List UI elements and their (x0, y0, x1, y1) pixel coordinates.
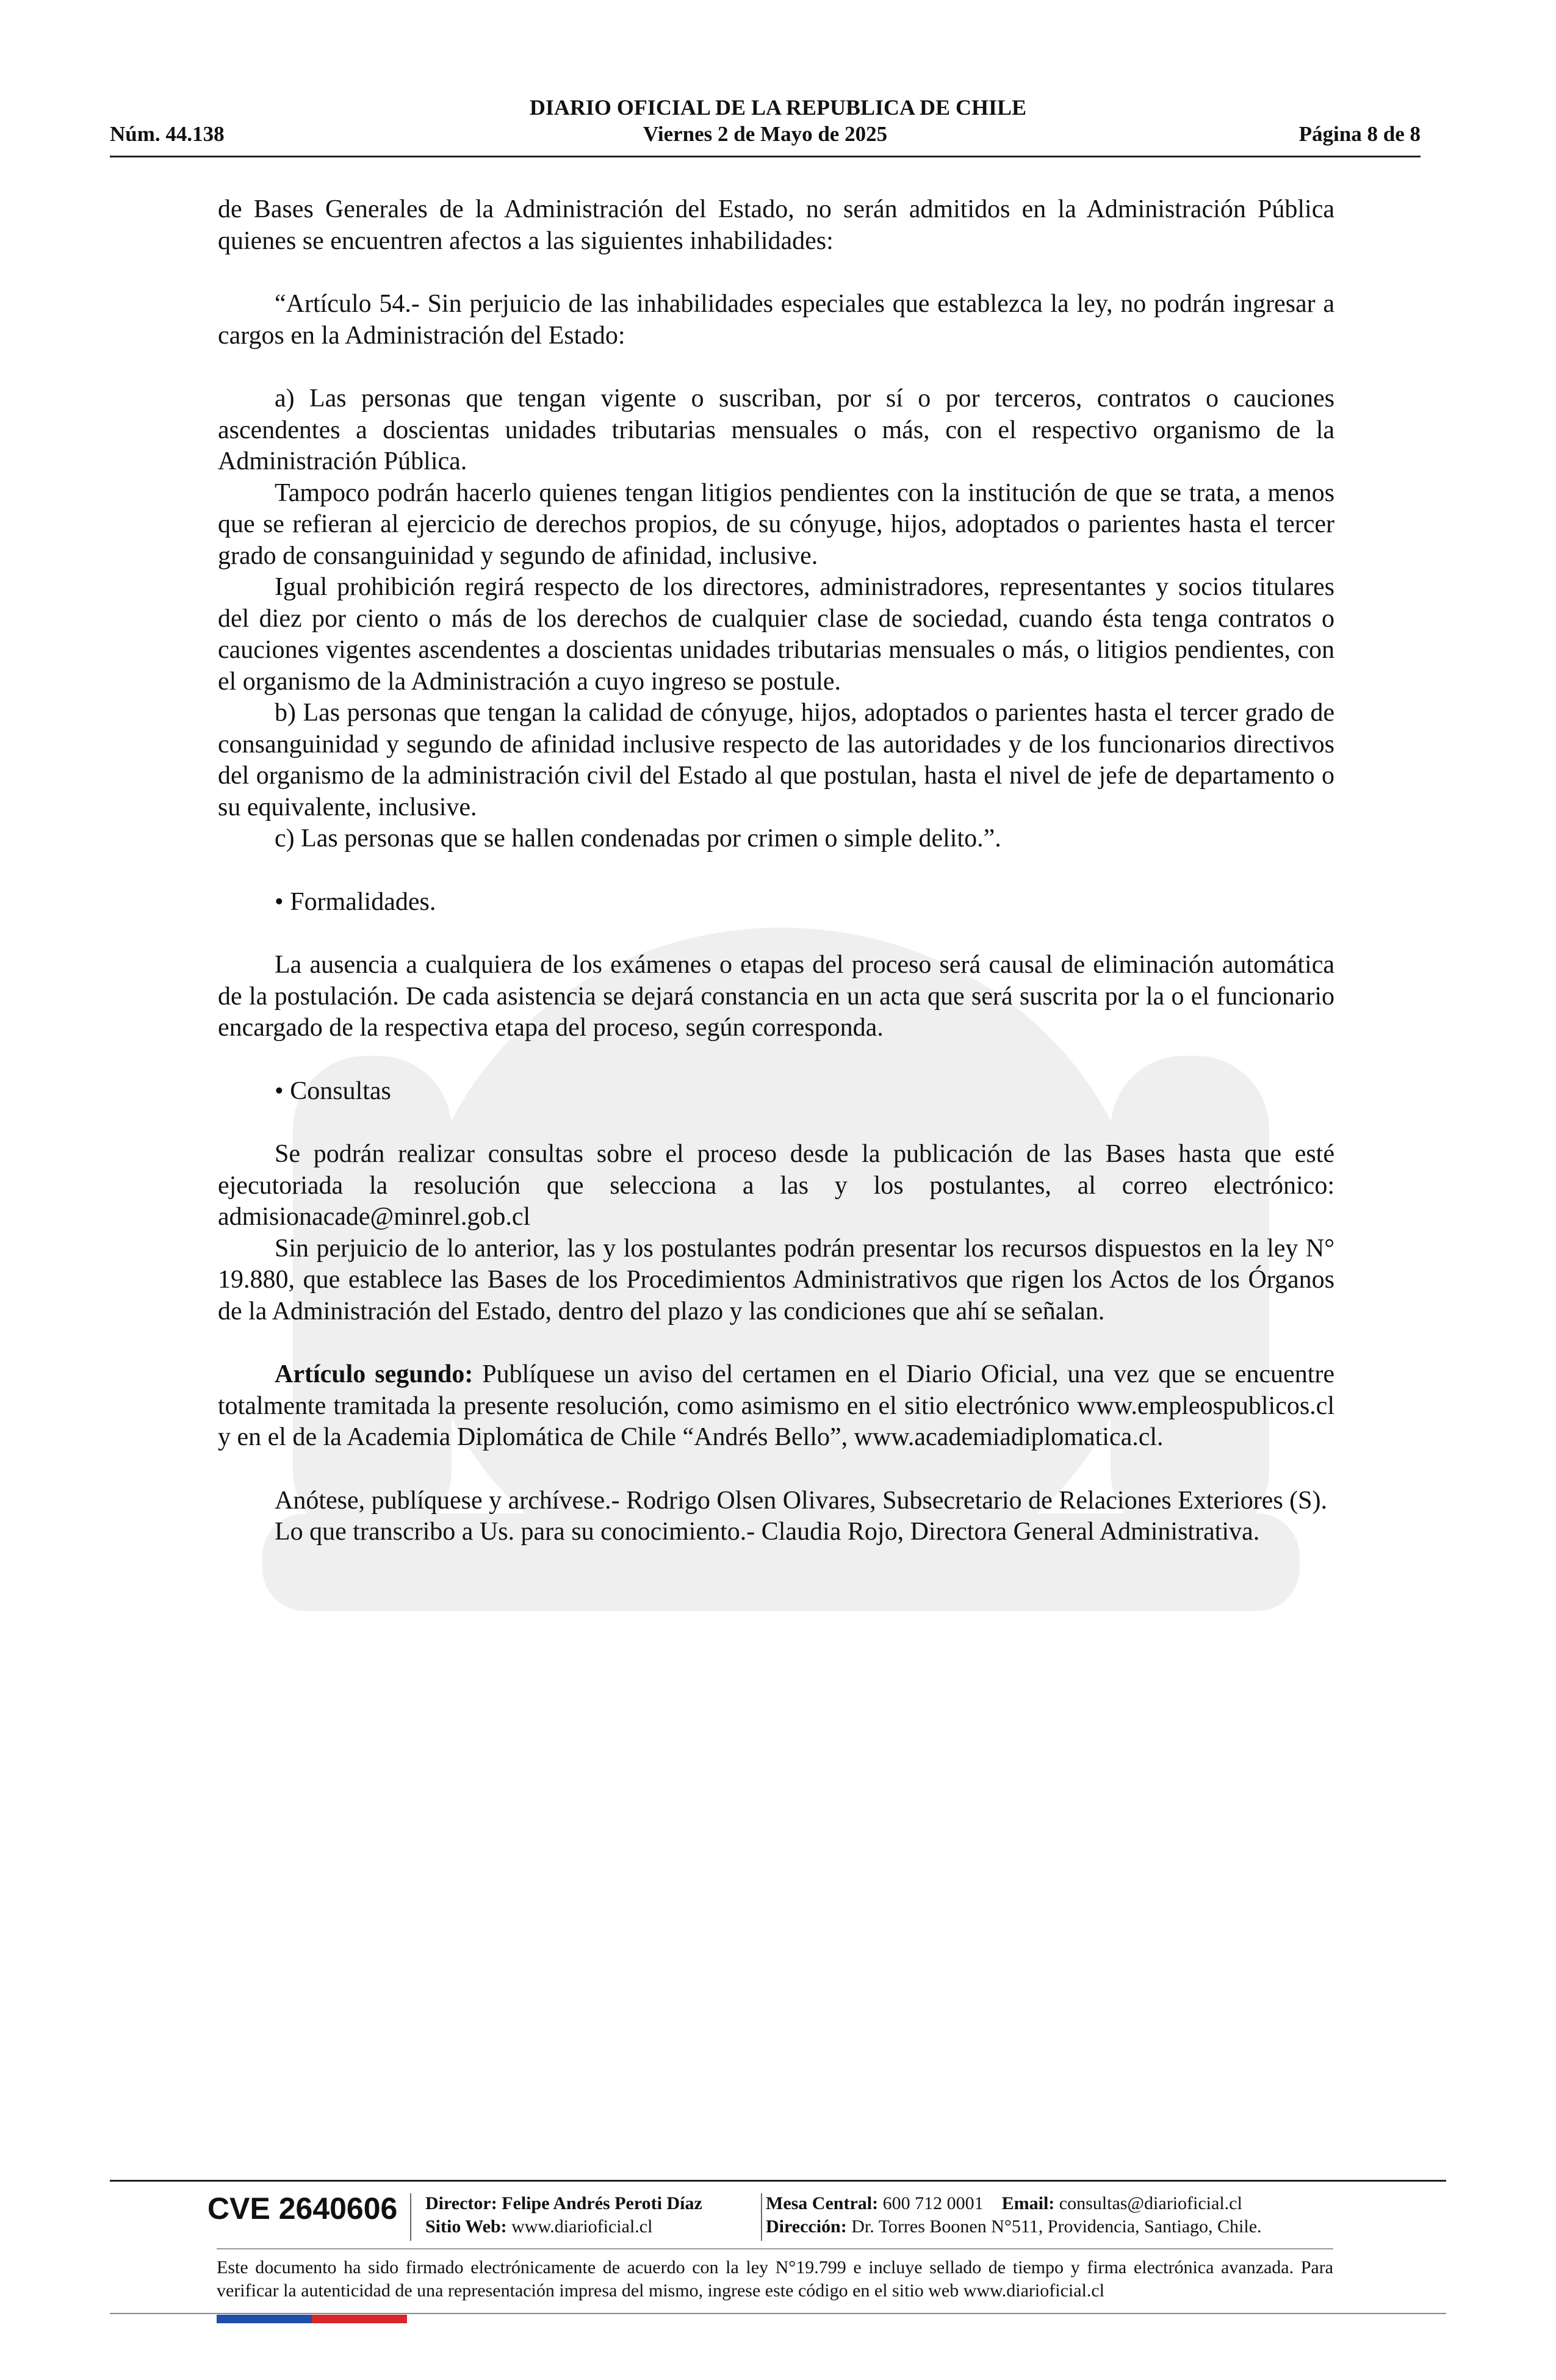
issue-date: Viernes 2 de Mayo de 2025 (643, 122, 888, 146)
phone-label: Mesa Central: (766, 2193, 879, 2213)
paragraph: de Bases Generales de la Administración del Estado, no serán admitidos en la Administración Pública quienes se encuentren afectos a las siguientes inhabilidades: (218, 195, 1334, 255)
paragraph: Anótese, publíquese y archívese.- Rodrigo Olsen Olivares, Subsecretario de Relaciones Exteriores (S). (275, 1486, 1327, 1515)
email-link[interactable]: consultas@diarioficial.cl (1059, 2193, 1242, 2213)
header-divider (110, 156, 1421, 157)
document-body (218, 194, 1334, 1548)
phone-number: 600 712 0001 (882, 2193, 984, 2213)
footer-divider (110, 2180, 1446, 2182)
cve-code: CVE 2640606 (207, 2191, 398, 2226)
footer-contact-block (766, 2192, 1262, 2238)
footer-bottom-divider (110, 2313, 1446, 2314)
newspaper-title: DIARIO OFICIAL DE LA REPUBLICA DE CHILE (529, 95, 1027, 120)
footer-separator (410, 2193, 411, 2241)
article-heading: Artículo segundo: (275, 1360, 474, 1388)
paragraph: Tampoco podrán hacerlo quienes tengan litigios pendientes con la institución de que se trata, a menos que se refieran al ejercicio de derechos propios, de su cónyuge, hijos, adoptados o parientes hasta el tercer grado de consanguinidad y segundo de afinidad, inclusive. (218, 478, 1334, 570)
website-link[interactable]: www.diarioficial.cl (511, 2216, 653, 2237)
address-label: Dirección: (766, 2216, 847, 2237)
paragraph: a) Las personas que tengan vigente o suscriban, por sí o por terceros, contratos o cauciones ascendentes a doscientas unidades tributarias mensuales o más, con el respectivo organismo de la Administración Pública. (218, 384, 1334, 475)
flag-blue-segment (217, 2315, 312, 2323)
article-text: Publíquese un aviso del certamen en el Diario Oficial, una vez que se encuentre totalmente tramitada la presente resolución, como asimismo en el sitio electrónico www.empleospublicos.cl y en el de la Academia Diplomática de Chile “Andrés Bello”, www.academiadiplomatica.cl. (218, 1360, 1334, 1451)
paragraph: b) Las personas que tengan la calidad de cónyuge, hijos, adoptados o parientes hasta el tercer grado de consanguinidad y segundo de afinidad inclusive respecto de las autoridades y de los funcionarios directivos del organismo de la administración civil del Estado al que postulan, hasta el nivel de jefe de departamento o su equivalente, inclusive. (218, 699, 1334, 821)
paragraph: Lo que transcribo a Us. para su conocimiento.- Claudia Rojo, Directora General Administrativa. (275, 1518, 1260, 1546)
paragraph: “Artículo 54.- Sin perjuicio de las inhabilidades especiales que establezca la ley, no podrán ingresar a cargos en la Administración del Estado: (218, 290, 1334, 350)
flag-red-segment (312, 2315, 407, 2323)
paragraph: La ausencia a cualquiera de los exámenes o etapas del proceso será causal de eliminación automática de la postulación. De cada asistencia se dejará constancia en un acta que será suscrita por la o el funcionario encargado de la respectiva etapa del proceso, según corresponda. (218, 951, 1334, 1042)
paragraph: Se podrán realizar consultas sobre el proceso desde la publicación de las Bases hasta que esté ejecutoriada la resolución que selecciona a las y los postulantes, al correo electrónico: admisionacade@minrel.gob.cl (218, 1140, 1334, 1231)
paragraph: Igual prohibición regirá respecto de los directores, administradores, representantes y socios titulares del diez por ciento o más de los derechos de cualquier clase de sociedad, cuando ésta tenga contratos o cauciones vigentes ascendentes a doscientas unidades tributarias mensuales o más, o litigios pendientes, con el organismo de la Administración a cuyo ingreso se postule. (218, 573, 1334, 696)
footer-separator (761, 2193, 762, 2241)
address-text: Dr. Torres Boonen N°511, Providencia, Santiago, Chile. (851, 2216, 1262, 2237)
chile-flag-stripe (217, 2315, 407, 2323)
paragraph: Sin perjuicio de lo anterior, las y los postulantes podrán presentar los recursos dispuestos en la ley N° 19.880, que establece las Bases de los Procedimientos Administrativos que rigen los Actos de los Órganos de la Administración del Estado, dentro del plazo y las condiciones que ahí se señalan. (218, 1234, 1334, 1325)
section-heading-formalidades: • Formalidades. (275, 887, 436, 916)
paragraph: c) Las personas que se hallen condenadas por crimen o simple delito.”. (275, 824, 1001, 853)
website-label: Sitio Web: (425, 2216, 507, 2237)
page-number: Página 8 de 8 (1298, 122, 1421, 146)
section-heading-consultas: • Consultas (275, 1076, 391, 1105)
signature-disclaimer: Este documento ha sido firmado electrónicamente de acuerdo con la ley N°19.799 e incluye sellado de tiempo y firma electrónica avanzada. Para verificar la autenticidad de una representación impresa del mismo, ingrese este código en el sitio web www.diarioficial.cl (217, 2257, 1333, 2301)
footer-thin-divider (217, 2248, 1333, 2249)
header-row (110, 122, 1421, 149)
director-label: Director: (425, 2193, 497, 2213)
issue-number: Núm. 44.138 (110, 122, 225, 146)
email-label: Email: (1001, 2193, 1055, 2213)
footer-director-block (425, 2192, 702, 2238)
director-name: Felipe Andrés Peroti Díaz (502, 2193, 702, 2213)
paragraph (218, 1359, 1334, 1454)
